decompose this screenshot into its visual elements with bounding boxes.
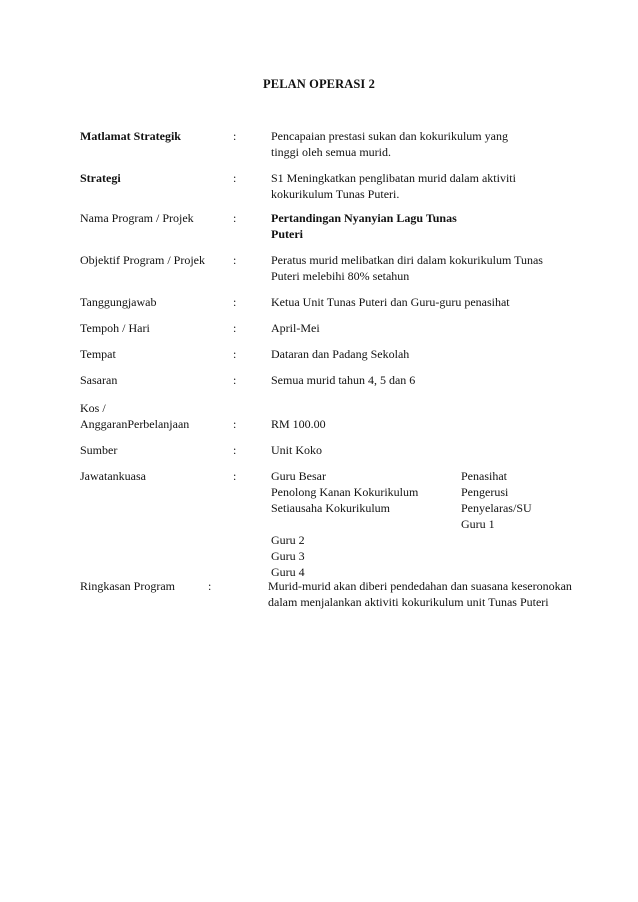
row-label: Jawatankuasa [80,469,146,483]
committee-member: Guru Besar [271,469,326,483]
committee-member: Setiausaha Kokurikulum [271,501,390,515]
value-line: Pertandingan Nyanyian Lagu Tunas [271,211,457,225]
value-line: kokurikulum Tunas Puteri. [271,187,400,201]
page-title: PELAN OPERASI 2 [263,77,375,91]
label-line: Kos / [80,401,106,415]
row-value [271,252,581,284]
row-label: Nama Program / Projek [80,211,194,225]
committee-role: Penasihat [461,469,507,483]
row-label: Tanggungjawab [80,295,157,309]
row-colon: : [233,171,237,185]
value-line: Puteri melebihi 80% setahun [271,269,410,283]
committee-member: Guru 4 [271,565,305,579]
row-colon: : [233,211,237,225]
row-label: Sasaran [80,373,118,387]
value-line: dalam menjalankan aktiviti kokurikulum unit Tunas Puteri [268,595,549,609]
row-value: Ketua Unit Tunas Puteri dan Guru-guru penasihat [271,295,510,309]
row-colon: : [233,129,237,143]
row-value [271,170,581,202]
committee-role: Penyelaras/SU [461,501,532,515]
row-value [268,578,588,610]
row-colon: : [233,469,237,483]
value-line: Pencapaian prestasi sukan dan kokurikulum yang [271,129,508,143]
committee-member: Guru 3 [271,549,305,563]
committee-member: Penolong Kanan Kokurikulum [271,485,419,499]
row-value: Unit Koko [271,443,322,457]
row-colon: : [233,443,237,457]
committee-member: Guru 2 [271,533,305,547]
row-label: Sumber [80,443,118,457]
row-value: April-Mei [271,321,320,335]
row-colon: : [233,373,237,387]
value-line: Peratus murid melibatkan diri dalam kokurikulum Tunas [271,253,543,267]
label-line: AnggaranPerbelanjaan [80,417,190,431]
row-colon: : [233,347,237,361]
row-colon: : [233,295,237,309]
row-label: Tempoh / Hari [80,321,150,335]
committee-members [271,468,418,580]
row-value [271,210,581,242]
committee-roles [461,468,532,532]
row-label: Tempat [80,347,116,361]
row-value: RM 100.00 [271,417,326,431]
value-line: S1 Meningkatkan penglibatan murid dalam aktiviti [271,171,516,185]
row-value [271,128,581,160]
value-line: Murid-murid akan diberi pendedahan dan suasana keseronokan [268,579,572,593]
row-colon: : [233,321,237,335]
row-value: Semua murid tahun 4, 5 dan 6 [271,373,416,387]
row-label: Strategi [80,171,121,185]
committee-role: Pengerusi [461,485,509,499]
row-label: Objektif Program / Projek [80,253,205,267]
row-label: Ringkasan Program [80,579,175,593]
row-label: Matlamat Strategik [80,129,181,143]
row-value: Dataran dan Padang Sekolah [271,347,410,361]
value-line: tinggi oleh semua murid. [271,145,391,159]
committee-spacer [271,516,418,532]
row-label [80,400,189,432]
row-colon: : [233,417,237,431]
row-colon: : [233,253,237,267]
committee-role: Guru 1 [461,517,495,531]
row-colon: : [208,579,212,593]
value-line: Puteri [271,227,303,241]
